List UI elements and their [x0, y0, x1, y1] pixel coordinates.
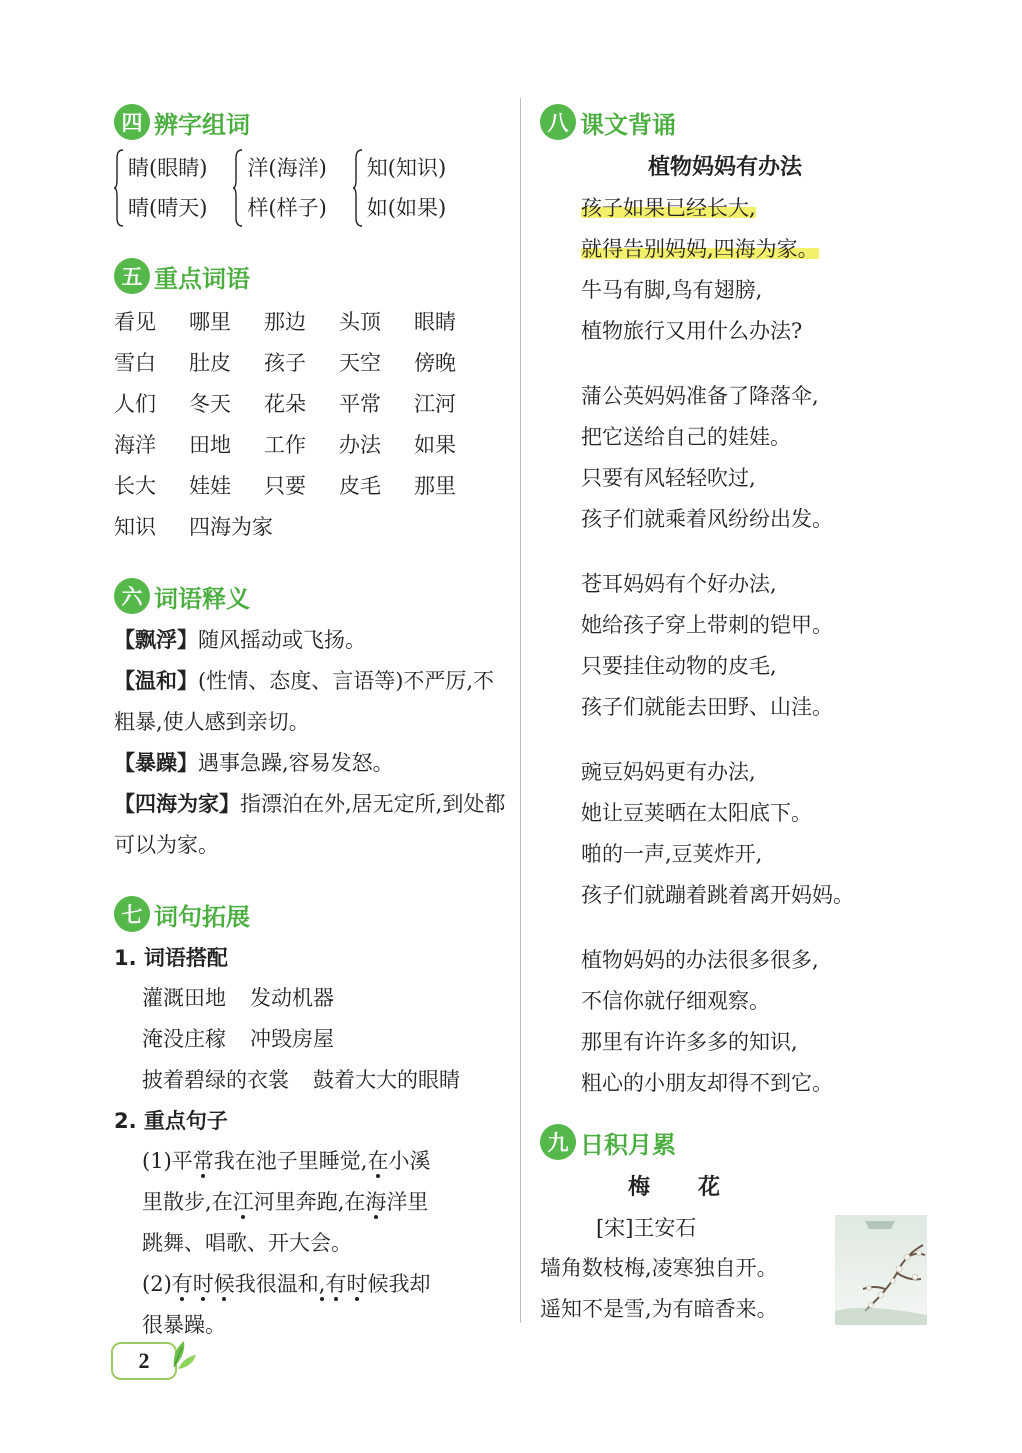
char-pair — [353, 148, 446, 228]
definition-text: (性情、态度、言语等)不严厉,不粗暴,使人感到亲切。 — [114, 669, 495, 734]
column-divider — [520, 98, 521, 1323]
definition-term: 【四海为家】 — [114, 792, 240, 816]
key-word: 海洋 — [114, 433, 156, 457]
key-word: 如果 — [414, 433, 456, 457]
sentence-line: (1)平常我在池子里睡觉,在小溪 — [142, 1149, 431, 1173]
section-badge: 五 — [114, 258, 150, 294]
brace-icon — [233, 148, 243, 228]
key-words-grid — [114, 302, 510, 548]
section-title: 词句拓展 — [154, 902, 250, 931]
definition — [114, 620, 510, 661]
poem-line-text: 只要挂住动物的皮毛, — [581, 654, 777, 678]
key-word: 花朵 — [264, 392, 306, 416]
poem-line — [581, 229, 940, 270]
poem-line — [581, 646, 940, 687]
collocation: 披着碧绿的衣裳 — [142, 1068, 289, 1092]
poem-line-text: 豌豆妈妈更有办法, — [581, 760, 756, 784]
poem-body — [540, 188, 940, 1104]
section-header-8 — [540, 100, 940, 144]
brace-icon — [353, 148, 363, 228]
poem-line-text: 植物妈妈的办法很多很多, — [581, 948, 819, 972]
poem-stanza — [540, 752, 940, 916]
collocation: 鼓着大大的眼睛 — [313, 1068, 460, 1092]
poem-line — [581, 834, 940, 875]
key-word: 只要 — [264, 474, 306, 498]
key-word: 雪白 — [114, 351, 156, 375]
key-word: 田地 — [189, 433, 231, 457]
key-word: 傍晚 — [414, 351, 456, 375]
char-pairs — [114, 148, 510, 228]
poem-line-text: 蒲公英妈妈准备了降落伞, — [581, 384, 819, 408]
poem-line — [581, 188, 940, 229]
poem-line — [581, 687, 940, 728]
section-badge: 九 — [540, 1124, 576, 1160]
definition — [114, 661, 510, 743]
poem-stanza — [540, 376, 940, 540]
poem-line — [581, 1063, 940, 1104]
sentence-line: 很暴躁。 — [142, 1313, 226, 1337]
plum-poem-author: [宋]王安石 — [596, 1216, 697, 1240]
definitions — [114, 620, 510, 866]
poem-line — [581, 981, 940, 1022]
definition — [114, 784, 510, 866]
poem-line-text: 不信你就仔细观察。 — [581, 989, 770, 1013]
poem-line-text: 孩子如果已经长大, — [581, 196, 756, 220]
key-word: 平常 — [339, 392, 381, 416]
key-word: 看见 — [114, 310, 156, 334]
poem-line — [581, 311, 940, 352]
leaf-icon — [168, 1333, 198, 1373]
definition-text: 随风摇动或飞扬。 — [198, 628, 366, 652]
pair-line: 知(知识) — [366, 156, 447, 180]
poem-stanza — [540, 564, 940, 728]
key-word: 天空 — [339, 351, 381, 375]
key-word: 知识 — [114, 515, 156, 539]
plum-poem-line: 墙角数枝梅,凌寒独自开。 — [540, 1256, 778, 1280]
poem-line-text: 啪的一声,豆荚炸开, — [581, 842, 763, 866]
section-title: 日积月累 — [580, 1130, 676, 1159]
key-word: 人们 — [114, 392, 156, 416]
collocation-row — [114, 1060, 510, 1101]
poem-line-text: 把它送给自己的娃娃。 — [581, 425, 791, 449]
section-header-6 — [114, 574, 510, 618]
poem-stanza — [540, 188, 940, 352]
plum-blossom-illustration — [835, 1215, 927, 1325]
section-badge: 七 — [114, 896, 150, 932]
section-header-5 — [114, 254, 510, 298]
poem-line-text: 植物旅行又用什么办法? — [581, 319, 803, 343]
key-word: 眼睛 — [414, 310, 456, 334]
poem-line-text: 她给孩子穿上带刺的铠甲。 — [581, 613, 833, 637]
poem-line-text: 孩子们就能去田野、山洼。 — [581, 695, 833, 719]
collocation: 淹没庄稼 — [142, 1027, 226, 1051]
sentence-line: 跳舞、唱歌、开大会。 — [142, 1231, 352, 1255]
poem-line-text: 只要有风轻轻吹过, — [581, 466, 756, 490]
poem-line — [581, 1022, 940, 1063]
page-number: 2 — [111, 1342, 177, 1380]
key-word: 娃娃 — [189, 474, 231, 498]
section-badge: 四 — [114, 104, 150, 140]
definition — [114, 743, 510, 784]
section-title: 词语释义 — [154, 584, 250, 613]
collocation: 冲毁房屋 — [250, 1027, 334, 1051]
poem-line — [581, 752, 940, 793]
char-pair — [114, 148, 207, 228]
poem-line-text: 牛马有脚,鸟有翅膀, — [581, 278, 763, 302]
key-word: 那里 — [414, 474, 456, 498]
poem-line — [581, 376, 940, 417]
section-header-7 — [114, 892, 510, 936]
sentence-1 — [114, 1141, 510, 1264]
sentence-line: (2)有时候我很温和,有时候我却 — [142, 1272, 431, 1296]
section-badge: 六 — [114, 578, 150, 614]
definition-text: 遇事急躁,容易发怒。 — [198, 751, 394, 775]
poem-line — [581, 940, 940, 981]
section-header-9 — [540, 1120, 940, 1164]
pair-line: 晴(晴天) — [128, 196, 208, 220]
key-word: 孩子 — [264, 351, 306, 375]
section-title: 课文背诵 — [580, 110, 676, 139]
poem-line — [581, 458, 940, 499]
key-word: 办法 — [339, 433, 381, 457]
pair-line: 样(样子) — [247, 196, 327, 220]
right-column — [540, 100, 940, 1330]
definition-term: 【飘浮】 — [114, 628, 198, 652]
collocation-row — [114, 1019, 510, 1060]
subheading-sentences: 2. 重点句子 — [114, 1109, 228, 1133]
key-word: 江河 — [414, 392, 456, 416]
pair-line: 睛(眼睛) — [128, 156, 208, 180]
poem-line — [581, 564, 940, 605]
poem-line-text: 苍耳妈妈有个好办法, — [581, 572, 777, 596]
section-badge: 八 — [540, 104, 576, 140]
poem-line — [581, 499, 940, 540]
poem-line-text: 孩子们就乘着风纷纷出发。 — [581, 507, 833, 531]
poem-line — [581, 875, 940, 916]
brace-icon — [114, 148, 124, 228]
subheading-collocation: 1. 词语搭配 — [114, 946, 228, 970]
poem-line — [581, 605, 940, 646]
plum-poem-line: 遥知不是雪,为有暗香来。 — [540, 1297, 778, 1321]
section-title: 辨字组词 — [154, 110, 250, 139]
section-title: 重点词语 — [154, 264, 250, 293]
left-column — [114, 100, 510, 1346]
key-word: 那边 — [264, 310, 306, 334]
pair-line: 如(如果) — [366, 196, 447, 220]
poem-line — [581, 270, 940, 311]
definition-term: 【温和】 — [114, 669, 198, 693]
key-word: 哪里 — [189, 310, 231, 334]
key-word: 头顶 — [339, 310, 381, 334]
char-pair — [233, 148, 326, 228]
poem-line — [581, 793, 940, 834]
poem-line-text: 粗心的小朋友却得不到它。 — [581, 1071, 833, 1095]
collocation: 发动机器 — [250, 986, 334, 1010]
poem-line-text: 她让豆荚晒在太阳底下。 — [581, 801, 812, 825]
expansion — [114, 938, 510, 1346]
definition-term: 【暴躁】 — [114, 751, 198, 775]
definition-text: 指漂泊在外,居无定所,到处都可以为家。 — [114, 792, 506, 857]
key-word: 工作 — [264, 433, 306, 457]
key-word: 四海为家 — [189, 515, 273, 539]
poem-title: 植物妈妈有办法 — [647, 155, 802, 180]
plum-poem-title: 梅花 — [628, 1175, 769, 1200]
pair-line: 洋(海洋) — [247, 156, 327, 180]
poem-line-text: 那里有许许多多的知识, — [581, 1030, 798, 1054]
poem-line-text: 就得告别妈妈,四海为家。 — [581, 237, 819, 261]
key-word: 皮毛 — [339, 474, 381, 498]
collocation-row — [114, 978, 510, 1019]
poem-stanza — [540, 940, 940, 1104]
poem-line — [581, 417, 940, 458]
key-word: 肚皮 — [189, 351, 231, 375]
key-word: 长大 — [114, 474, 156, 498]
poem-line-text: 孩子们就蹦着跳着离开妈妈。 — [581, 883, 854, 907]
section-header-4 — [114, 100, 510, 144]
sentence-line: 里散步,在江河里奔跑,在海洋里 — [142, 1190, 429, 1214]
collocation: 灌溉田地 — [142, 986, 226, 1010]
key-word: 冬天 — [189, 392, 231, 416]
